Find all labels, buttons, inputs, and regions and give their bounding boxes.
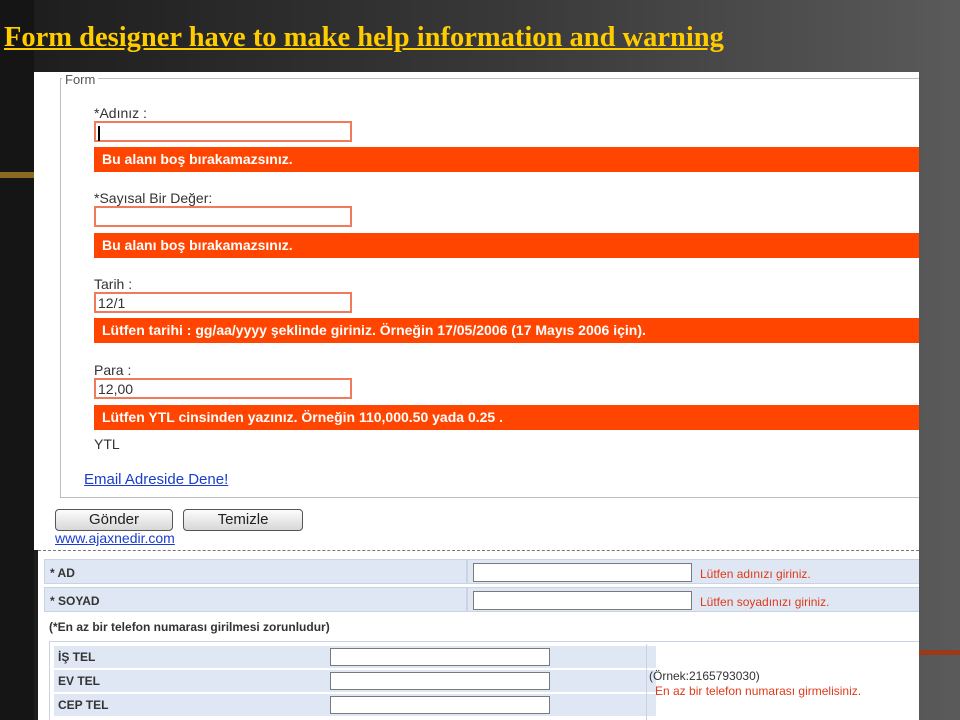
number-input[interactable] [94, 206, 352, 227]
form-screenshot [34, 72, 919, 550]
slide-right-accent [918, 650, 960, 655]
ad-label: * AD [50, 566, 75, 580]
text-cursor [98, 126, 100, 141]
number-error: Bu alanı boş bırakamazsınız. [94, 233, 919, 258]
phone-example: (Örnek:2165793030) [649, 669, 760, 683]
email-link[interactable]: Email Adreside Dene! [84, 471, 229, 488]
money-label: Para : [94, 362, 132, 378]
phone-example-cell [646, 644, 919, 720]
work-phone-row [54, 646, 656, 668]
contact-form-screenshot [38, 550, 919, 720]
ad-hint: Lütfen adınızı giriniz. [700, 567, 811, 581]
name-input[interactable] [94, 121, 352, 142]
mobile-phone-row [54, 694, 656, 716]
soyad-label: * SOYAD [50, 594, 100, 608]
work-phone-label: İŞ TEL [58, 650, 96, 664]
home-phone-row [54, 670, 656, 692]
number-label: *Sayısal Bir Değer: [94, 190, 213, 206]
date-label: Tarih : [94, 276, 133, 292]
date-error: Lütfen tarihi : gg/aa/yyyy şeklinde giriniz. Örneğin 17/05/2006 (17 Mayıs 2006 için). [94, 318, 919, 343]
form-legend: Form [62, 72, 98, 86]
reset-button[interactable]: Temizle [183, 509, 303, 531]
phone-requirement-note: (*En az bir telefon numarası girilmesi zorunludur) [49, 620, 330, 634]
name-error: Bu alanı boş bırakamazsınız. [94, 147, 919, 172]
phone-table [49, 641, 919, 720]
mobile-phone-label: CEP TEL [58, 698, 109, 712]
name-label: *Adınız : [94, 105, 147, 121]
ad-input[interactable] [473, 563, 692, 582]
phone-error: En az bir telefon numarası girmelisiniz. [655, 684, 862, 698]
currency-suffix: YTL [94, 436, 120, 452]
work-phone-input[interactable] [330, 648, 550, 666]
home-phone-label: EV TEL [58, 674, 101, 688]
slide-left-accent [0, 172, 34, 178]
ad-label-cell [44, 559, 467, 584]
home-phone-input[interactable] [330, 672, 550, 690]
money-error: Lütfen YTL cinsinden yazınız. Örneğin 110,000.50 yada 0.25 . [94, 405, 919, 430]
site-link[interactable]: www.ajaxnedir.com [55, 530, 175, 546]
slide-title: Form designer have to make help information and warning [4, 22, 724, 53]
soyad-input[interactable] [473, 591, 692, 610]
submit-button[interactable]: Gönder [55, 509, 173, 531]
mobile-phone-input[interactable] [330, 696, 550, 714]
date-input[interactable]: 12/1 [94, 292, 352, 313]
money-input[interactable]: 12,00 [94, 378, 352, 399]
slide-left-band [0, 0, 34, 720]
soyad-hint: Lütfen soyadınızı giriniz. [700, 595, 830, 609]
soyad-label-cell [44, 587, 467, 612]
